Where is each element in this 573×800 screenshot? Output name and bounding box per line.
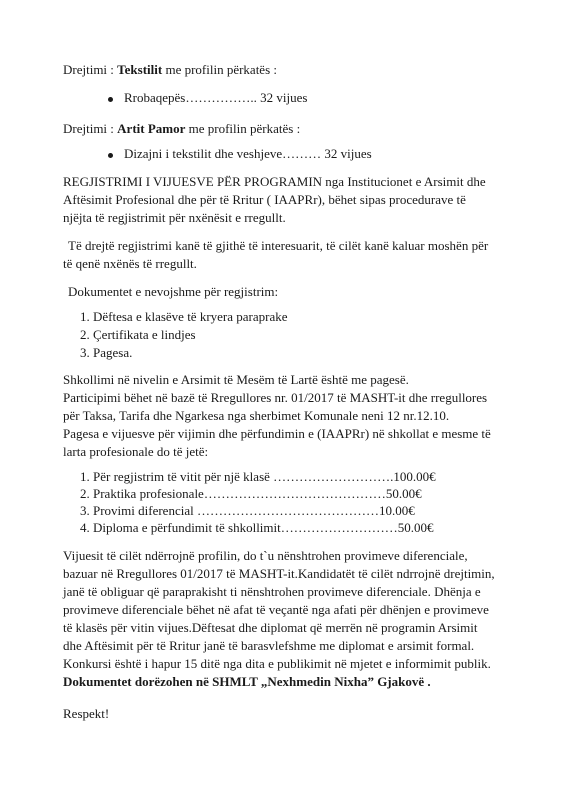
right-line-2: të qenë nxënës të rregullt.	[63, 256, 197, 271]
document-item-1: 1. Dëftesa e klasëve të kryera paraprake	[80, 309, 288, 324]
fee-item-differential-exam: 3. Provimi diferencial ……………………………………10.00€	[80, 503, 415, 518]
direction-visual-art-line	[63, 121, 300, 137]
registration-line-3: njëjta të regjistrimit për nxënësit e rregullt.	[63, 210, 286, 225]
registration-line-1: REGJISTRIMI I VIJUESVE PËR PROGRAMIN nga Institucionet e Arsimit dhe	[63, 174, 486, 189]
fee-item-diploma: 4. Diploma e përfundimit të shkollimit………………………50.00€	[80, 520, 434, 535]
direction-name-visual-art: Artit Pamor	[117, 121, 186, 136]
document-item-3: 3. Pagesa.	[80, 345, 133, 360]
payment-line-3: për Taksa, Tarifa dhe Ngarkesa nga sherbimet Komunale neni 12 nr.12.10.	[63, 408, 450, 423]
final-line-7: Konkursi është i hapur 15 ditë nga dita e publikimit në mjetet e informimit publik.	[63, 656, 491, 671]
bullet-icon	[108, 97, 113, 102]
profile-item-tailor: Rrobaqepës…………….. 32 vijues	[124, 90, 308, 105]
payment-line-2: Participimi bëhet në bazë të Rregullores nr. 01/2017 të MASHT-it dhe rregullores	[63, 390, 488, 405]
profile-item-textile-design: Dizajni i tekstilit dhe veshjeve……… 32 vijues	[124, 146, 372, 161]
fee-item-registration: 1. Për regjistrim të vitit për një klasë ……………………….100.00€	[80, 469, 436, 484]
final-line-1: Vijuesit të cilët ndërrojnë profilin, do t`u nënshtrohen provimeve diferenciale,	[63, 548, 468, 563]
document-item-2: 2. Çertifikata e lindjes	[80, 327, 196, 342]
final-line-6: dhe Aftësimit për të Rritur janë të barasvlefshme me diplomat e arsimit formal.	[63, 638, 475, 653]
direction-prefix: Drejtimi :	[63, 62, 118, 77]
fee-item-practice: 2. Praktika profesionale……………………………………50.00€	[80, 486, 422, 501]
documents-heading: Dokumentet e nevojshme për regjistrim:	[68, 284, 279, 299]
right-line-1: Të drejtë regjistrimi kanë të gjithë të interesuarit, të cilët kanë kaluar moshën për	[68, 238, 489, 253]
payment-line-4: Pagesa e vijuesve për vijimin dhe përfundimin e (IAAPRr) në shkollat e mesme të	[63, 426, 491, 441]
payment-line-1: Shkollimi në nivelin e Arsimit të Mesëm të Lartë është me pagesë.	[63, 372, 409, 387]
submission-note: Dokumentet dorëzohen në SHMLT „Nexhmedin Nixha” Gjakovë .	[63, 674, 431, 689]
payment-line-5: larta profesionale do të jetë:	[63, 444, 209, 459]
final-line-2: bazuar në Rregullores 01/2017 të MASHT-it.Kandidatët të cilët ndrrojnë drejtimin,	[63, 566, 495, 581]
bullet-icon	[108, 153, 113, 158]
closing-text: Respekt!	[63, 706, 110, 721]
direction-prefix: Drejtimi :	[63, 121, 118, 136]
direction-suffix: me profilin përkatës :	[185, 121, 301, 136]
final-line-4: provimeve diferenciale bëhet në afat të veçantë nga afati për dhënjen e provimeve	[63, 602, 489, 617]
final-line-3: janë të obliguar që paraprakisht ti nënshtrohen provimeve diferenciale. Dhënja e	[63, 584, 481, 599]
final-line-5: të klasës për vitin vijues.Dëftesat dhe diplomat që merrën në programin Arsimit	[63, 620, 478, 635]
direction-name-textile: Tekstilit	[117, 62, 163, 77]
direction-textile-line	[63, 62, 277, 78]
registration-line-2: Aftësimit Profesional dhe për të Rritur ( IAAPRr), bëhet sipas procedurave të	[63, 192, 466, 207]
direction-suffix: me profilin përkatës :	[162, 62, 278, 77]
